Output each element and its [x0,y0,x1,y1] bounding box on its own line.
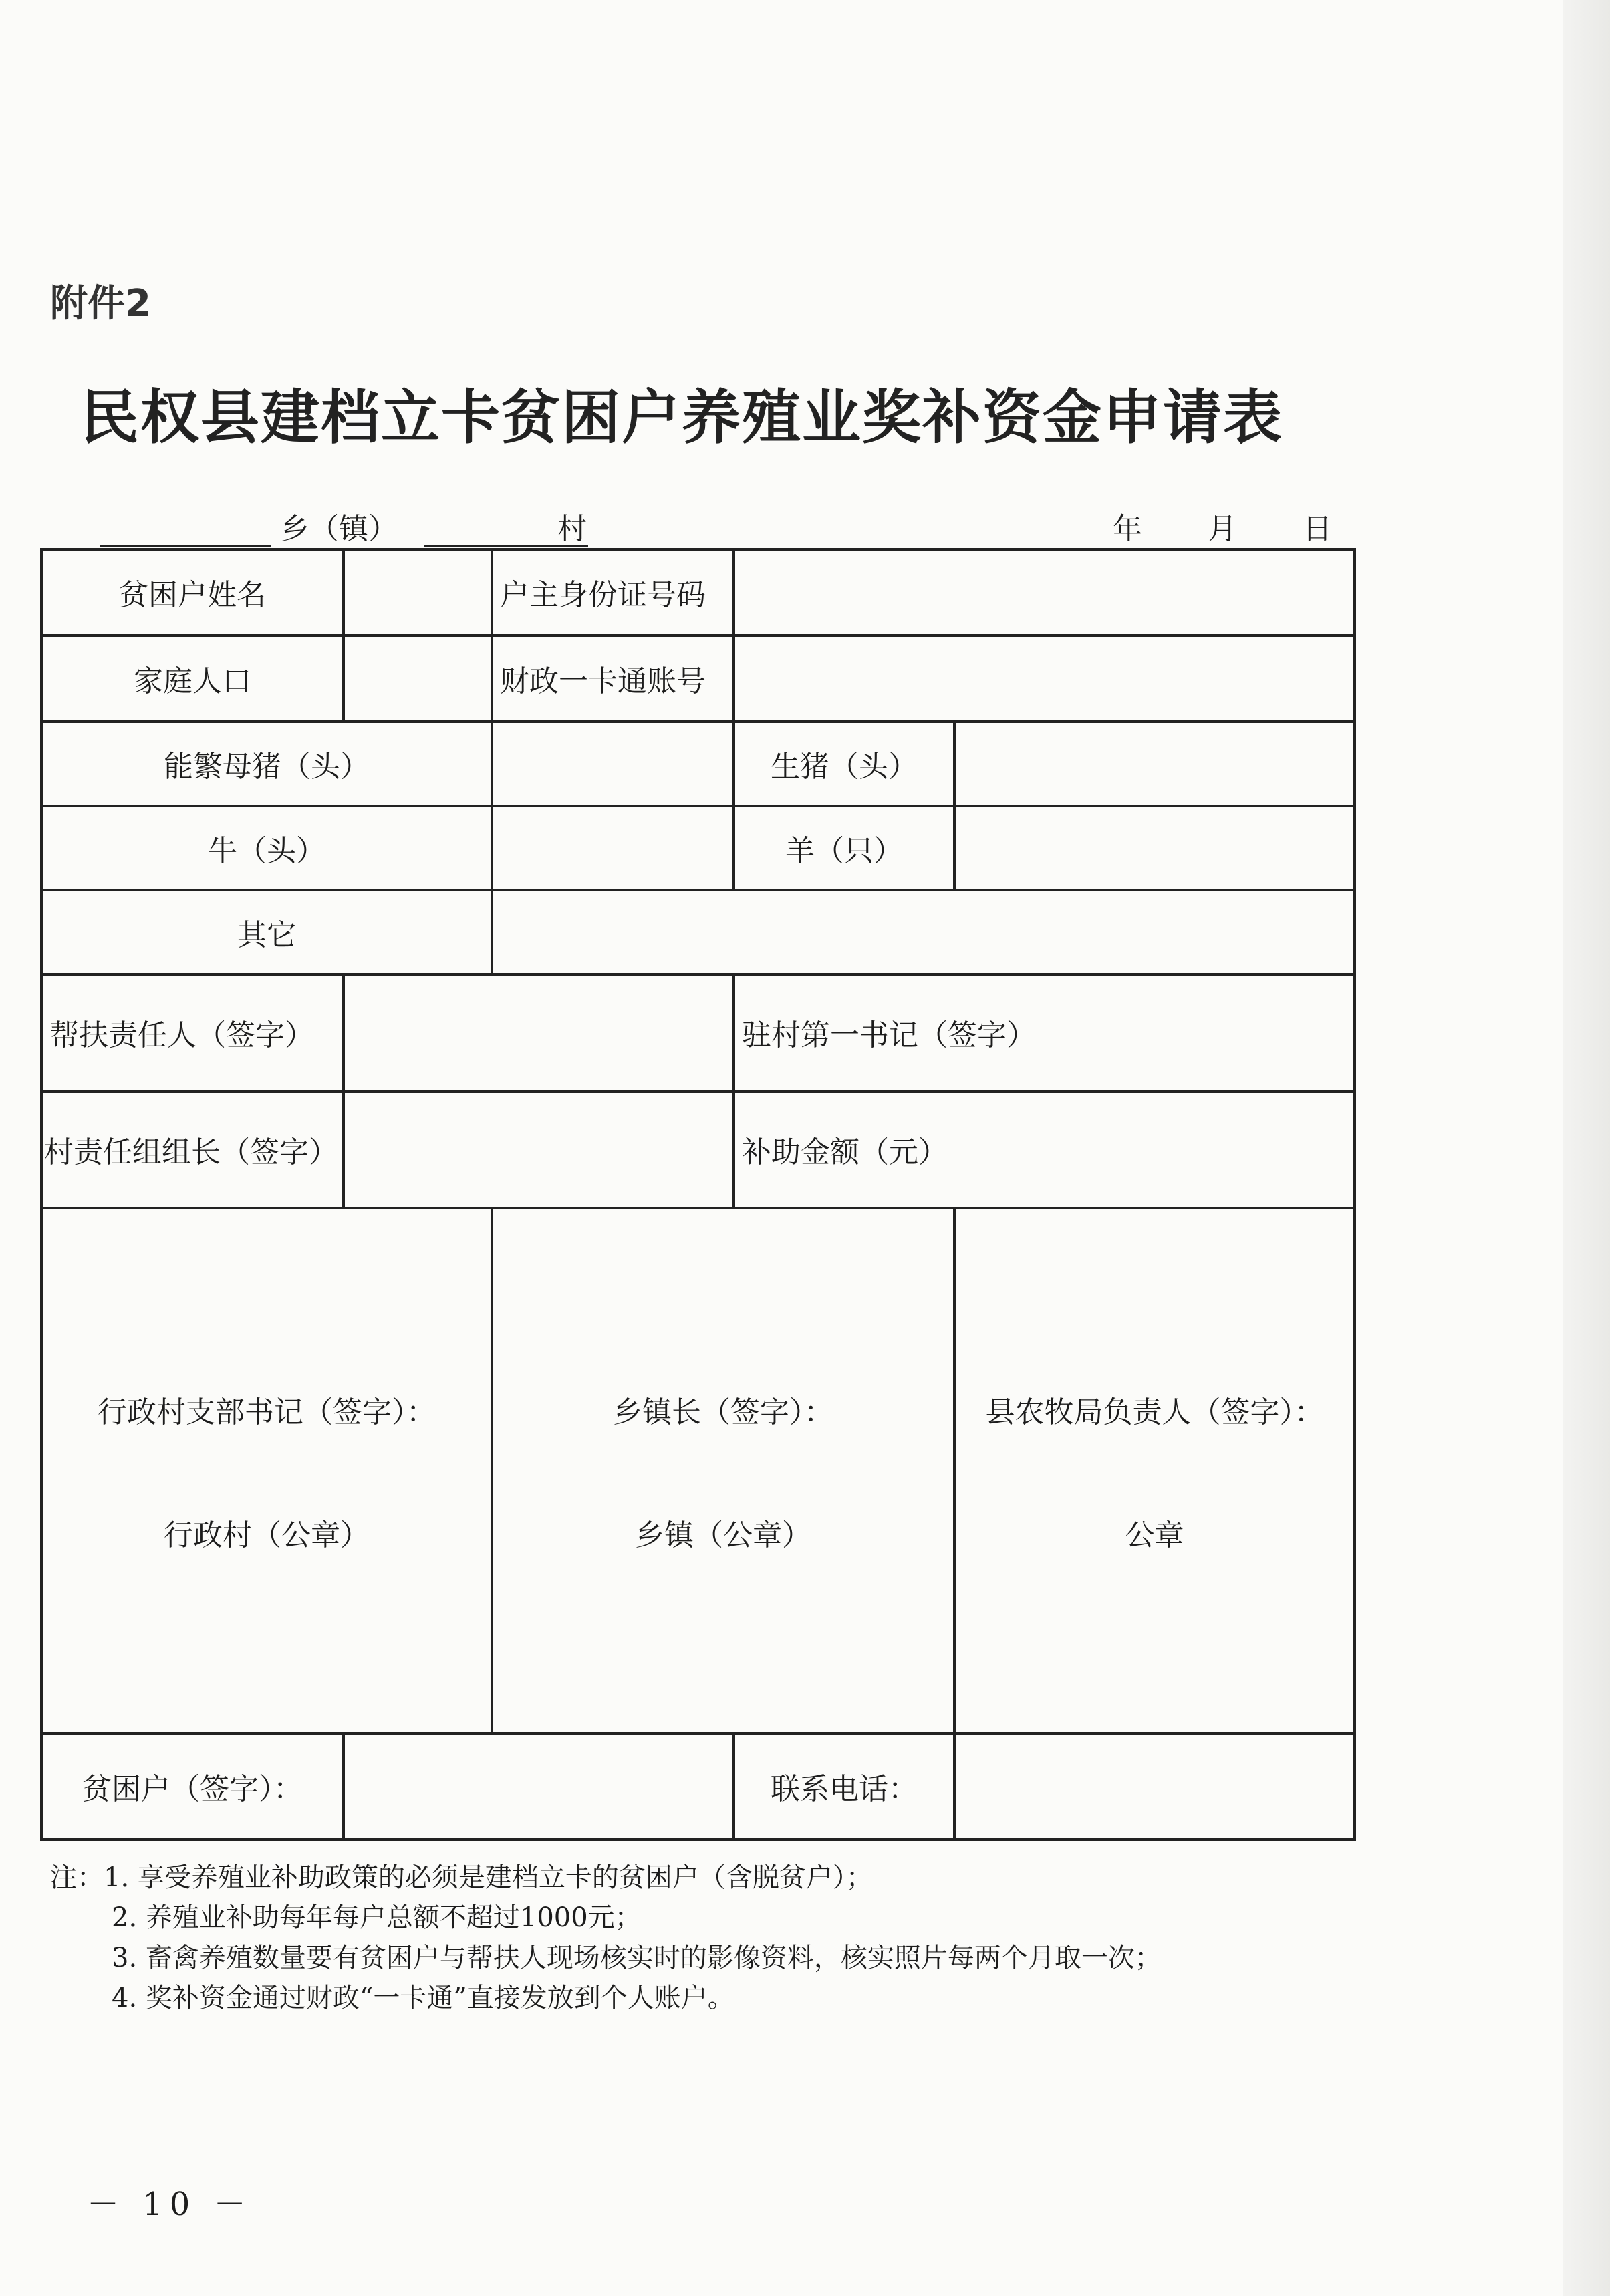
table-row [41,806,1355,890]
poor-household-name-input[interactable] [344,549,492,635]
village-seal-label: 行政村（公章） [164,1518,370,1552]
application-form-table [40,548,1356,1841]
subsidy-amount-field[interactable]: 补助金额（元） [734,1091,1355,1208]
village-label: 村 [557,512,587,546]
day-label: 日 [1303,512,1332,546]
scan-page-edge [1563,0,1610,2296]
family-size-input[interactable] [344,635,492,722]
notes-prefix: 注： [50,1862,104,1893]
breeding-sows-label: 能繁母猪（头） [41,722,492,806]
official-seal-label: 公章 [1125,1518,1184,1552]
note-text: 1. 享受养殖业补助政策的必须是建档立卡的贫困户（含脱贫户）； [104,1862,873,1893]
township-field[interactable] [100,505,398,545]
table-row [41,974,1355,1091]
assistance-officer-sign-label: 帮扶责任人（签字） [41,974,344,1091]
note-item [50,1858,1162,1898]
family-size-label: 家庭人口 [41,635,344,722]
hogs-input[interactable] [954,722,1355,806]
householder-id-label: 户主身份证号码 [492,549,734,635]
township-seal-label: 乡镇（公章） [635,1518,811,1552]
date-field[interactable] [1113,505,1332,545]
township-label: 乡（镇） [280,512,398,546]
one-card-account-label: 财政一卡通账号 [492,635,734,722]
cattle-label: 牛（头） [41,806,492,890]
hogs-label: 生猪（头） [734,722,954,806]
village-party-secretary-sign-label: 行政村支部书记（签字）： [98,1395,436,1429]
one-card-account-input[interactable] [734,635,1355,722]
poor-household-sign-input[interactable] [344,1733,734,1840]
month-label: 月 [1208,512,1237,546]
village-group-leader-sign-input[interactable] [344,1091,734,1208]
poor-household-sign-label: 贫困户（签字）： [41,1733,344,1840]
table-row [41,635,1355,722]
village-blank[interactable] [424,516,588,547]
table-row [41,549,1355,635]
year-label: 年 [1113,512,1142,546]
table-row [41,1091,1355,1208]
sheep-label: 羊（只） [734,806,954,890]
table-row [41,1208,1355,1733]
assistance-officer-sign-input[interactable] [344,974,734,1091]
village-group-leader-sign-label: 村责任组组长（签字） [41,1091,344,1208]
others-input[interactable] [492,890,1355,974]
county-bureau-head-cell[interactable] [954,1208,1355,1733]
contact-phone-label: 联系电话： [734,1733,954,1840]
township-head-sign-label: 乡镇长（签字）： [613,1395,833,1429]
note-item: 4. 奖补资金通过财政“一卡通”直接发放到个人账户。 [112,1983,734,2013]
page-number: － 10 － [87,2186,253,2223]
householder-id-input[interactable] [734,549,1355,635]
sheep-input[interactable] [954,806,1355,890]
note-item: 3. 畜禽养殖数量要有贫困户与帮扶人现场核实时的影像资料，核实照片每两个月取一次； [112,1943,1162,1973]
attachment-label: 附件2 [50,282,151,325]
poor-household-name-label: 贫困户姓名 [41,549,344,635]
table-row [41,1733,1355,1840]
cattle-input[interactable] [492,806,734,890]
county-bureau-head-sign-label: 县农牧局负责人（签字）： [985,1395,1324,1429]
village-party-secretary-cell[interactable] [41,1208,492,1733]
table-row [41,890,1355,974]
breeding-sows-input[interactable] [492,722,734,806]
note-item: 2. 养殖业补助每年每户总额不超过1000元； [112,1902,642,1933]
table-row [41,722,1355,806]
contact-phone-input[interactable] [954,1733,1355,1840]
others-label: 其它 [41,890,492,974]
first-secretary-sign-field[interactable]: 驻村第一书记（签字） [734,974,1355,1091]
village-field[interactable] [424,505,587,545]
township-blank[interactable] [100,516,271,547]
notes-section [50,1858,1162,2018]
township-head-cell[interactable] [492,1208,954,1733]
form-title: 民权县建档立卡贫困户养殖业奖补资金申请表 [80,382,1284,452]
